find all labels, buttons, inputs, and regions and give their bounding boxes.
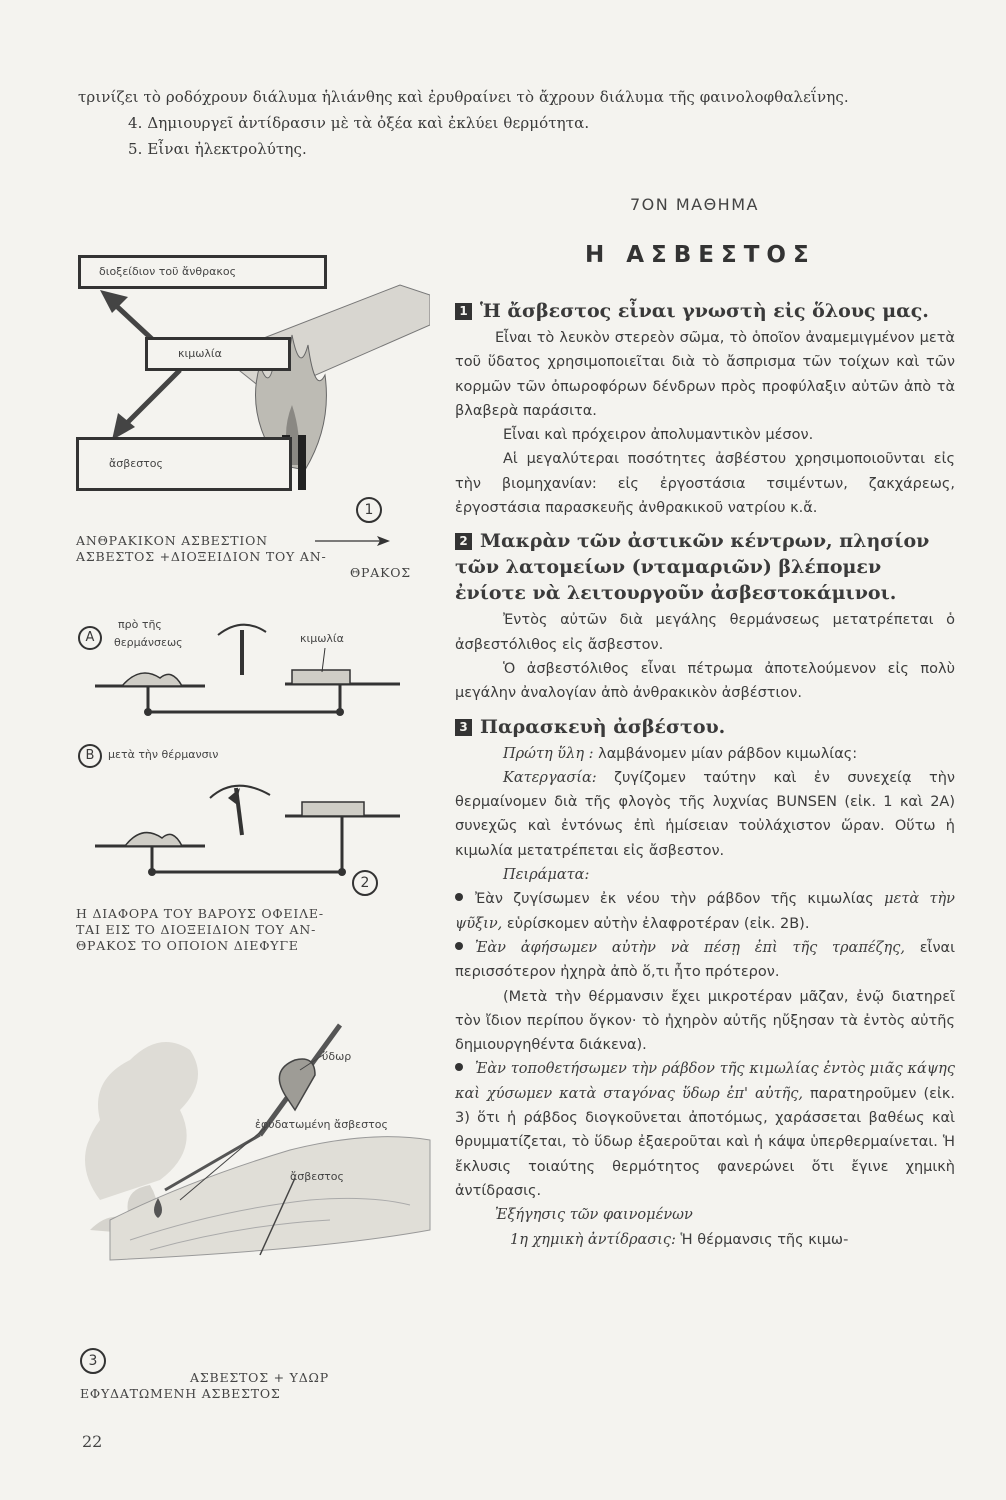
reaction-arrow-icon <box>315 535 390 547</box>
figure-1-caption-line-1: ΑΝΘΡΑΚΙΚΟΝ ΑΣΒΕΣΤΙΟΝ <box>76 533 268 548</box>
figure-2 <box>70 610 430 960</box>
section-3-number: 3 <box>455 719 472 736</box>
chalk-block-a <box>292 670 350 684</box>
chalk-label: κιμωλία <box>300 632 344 645</box>
raw-material-line: Πρώτη ὕλη : λαμβάνομεν μίαν ράβδον κιμωλίας: <box>503 745 858 762</box>
balance-b-arc <box>210 786 270 798</box>
chalk-label-pointer <box>322 648 325 672</box>
figure-3-drawing <box>70 1000 440 1270</box>
processing-paragraph: Κατεργασία: ζυγίζομεν ταύτην καὶ ἐν συνεχείᾳ τὴν θερμαίνομεν διὰ τῆς φλογὸς τῆς λυχνίας BUNSEN (εἰκ. 1 καὶ 2Α) συνεχῶς καὶ ἐντόνως ἐπὶ ἡμίσειαν τοὐλάχιστον ὥραν. Οὕτω ἡ κιμωλία μετατρέπεται εἰς ἄσβεστον. <box>455 769 956 859</box>
bullet-item-2: Ἐὰν ἀφήσωμεν αὐτὴν νὰ πέσῃ ἐπὶ τῆς τραπέζης, εἶναι περισσότερον ἠχηρὰ ἀπὸ ὅ,τι ἦτο πρότερον. <box>455 939 956 981</box>
label-b-circle: B <box>78 744 102 768</box>
bullet-item-3: Ἐὰν τοποθετήσωμεν τὴν ράβδον τῆς κιμωλίας ἐντὸς μιᾶς κάψης καὶ χύσωμεν κατὰ σταγόνας ὕδωρ ἐπ' αὐτῆς, παρατηροῦμεν (εἰκ. 3) ὅτι ἡ ράβδος διογκοῦνεται ἀποτόμως, χαράσσεται βαθέως καὶ θρυμματίζεται, τὸ ὕδωρ ἐξαεροῦται καὶ ἡ κάψα ὑπερθερμαίνεται. Ἡ ἔκλυσις τοιαύτης θερμότητος φανερώνει ὅτι ἔγινε χημικὴ ἀντίδρασις. <box>455 1061 956 1199</box>
experiments-label: Πειράματα: <box>503 867 590 884</box>
section-2-paragraph-2: Ὁ ἀσβεστόλιθος εἶναι πέτρωμα ἀποτελούμενον εἰς πολὺ μεγάλην ἀναλογίαν ἀπὸ ἀνθρακικὸν ἀσβέστιον. <box>455 660 955 702</box>
co2-label-box: διοξείδιον τοῦ ἄνθρακος <box>78 255 327 289</box>
figure-1 <box>70 245 430 585</box>
explanation-label: Ἐξήγησις τῶν φαινομένων <box>495 1207 693 1224</box>
right-column <box>455 298 955 1252</box>
burner-tube-right <box>298 435 306 490</box>
slaked-lime-label: ἐφυδατωμένη ἄσβεστος <box>255 1118 388 1131</box>
bullet-item-1: Ἐὰν ζυγίσωμεν ἐκ νέου τὴν ράβδον τῆς κιμωλίας μετὰ τὴν ψῦξιν, εὑρίσκομεν αὐτὴν ἐλαφροτέραν (εἰκ. 2Β). <box>455 891 955 932</box>
lesson-label: 7ΟΝ ΜΑΘΗΜΑ <box>630 195 759 214</box>
figure-1-caption-line-2: ΑΣΒΕΣΤΟΣ +ΔΙΟΞΕΙΔΙΟΝ ΤΟΥ ΑΝ- <box>76 549 327 564</box>
chalk-pile-left <box>122 673 182 686</box>
arrow-to-lime <box>120 370 180 430</box>
figure-2-number: 2 <box>352 870 378 896</box>
page-number: 22 <box>82 1432 103 1451</box>
after-heating-label: μετὰ τὴν θέρμανσιν <box>108 748 219 761</box>
label-a-circle: A <box>78 626 102 650</box>
section-1-paragraph-3: Αἱ μεγαλύτεραι ποσότητες ἀσβέστου χρησιμοποιοῦνται εἰς τὴν βιομηχανίαν: εἰς ἐργοστάσια τσιμέντων, ζακχάρεως, ἐργοστάσια παρασκευῆς ἀνθρακικοῦ νατρίου κ.ἄ. <box>455 451 955 517</box>
page-title: Η ΑΣΒΕΣΤΟΣ <box>585 242 816 268</box>
lime-label-box: ἄσβεστος <box>76 437 292 491</box>
bullet-icon <box>455 893 463 901</box>
lime-block-b <box>302 802 364 816</box>
parenthetical-note: (Μετὰ τὴν θέρμανσιν ἔχει μικροτέραν μᾶζαν, ἐνῷ διατηρεῖ τὸν ἴδιον περίπου ὄγκον· τὸ ἠχηρὸν αὐτῆς ηὔξησαν τὰ ἐντὸς αὐτῆς δημιουργηθέντα διάκενα). <box>455 988 955 1054</box>
before-heating-label-1: πρὸ τῆς <box>118 618 162 631</box>
section-2-paragraph-1: Ἐντὸς αὐτῶν διὰ μεγάλης θερμάνσεως μετατρέπεται ὁ ἀσβεστόλιθος εἰς ἄσβεστον. <box>455 612 955 653</box>
section-2-number: 2 <box>455 533 472 550</box>
section-2-heading: 2 Μακρὰν τῶν ἀστικῶν κέντρων, πλησίον τῶν λατομείων (νταμαριῶν) βλέπομεν ἐνίοτε νὰ λειτουργοῦν ἀσβεστοκάμινοι. <box>455 530 930 605</box>
figure-3-caption-line-2: ΕΦΥΔΑΤΩΜΕΝΗ ΑΣΒΕΣΤΟΣ <box>80 1386 281 1401</box>
section-3-heading: 3 Παρασκευὴ ἀσβέστου. <box>455 714 955 740</box>
steam-cloud <box>85 1042 198 1200</box>
intro-line-1: τρινίζει τὸ ροδόχρουν διάλυμα ἡλιάνθης καὶ ἐρυθραίνει τὸ ἄχρουν διάλυμα τῆς φαινολοφθαλεΐνης. <box>78 88 849 106</box>
figure-1-caption-line-3: ΘΡΑΚΟΣ <box>350 565 411 580</box>
intro-line-2: 4. Δημιουργεῖ ἀντίδρασιν μὲ τὰ ὀξέα καὶ ἐκλύει θερμότητα. <box>128 114 590 132</box>
figure-3 <box>70 1000 440 1310</box>
before-heating-label-2: θερμάνσεως <box>114 636 183 649</box>
figure-2-caption-line-3: ΘΡΑΚΟΣ ΤΟ ΟΠΟΙΟΝ ΔΙΕΦΥΓΕ <box>76 938 299 953</box>
reaction-line: 1η χημικὴ ἀντίδρασις: Ἡ θέρμανσις τῆς κιμω- <box>510 1231 849 1248</box>
figure-2-caption-line-1: Η ΔΙΑΦΟΡΑ ΤΟΥ ΒΑΡΟΥΣ ΟΦΕΙΛΕ- <box>76 906 324 921</box>
figure-2-caption-line-2: ΤΑΙ ΕΙΣ ΤΟ ΔΙΟΞΕΙΔΙΟΝ ΤΟΥ ΑΝ- <box>76 922 317 937</box>
bullet-icon <box>455 942 463 950</box>
chalk-label-box: κιμωλία <box>145 337 291 371</box>
chalk-pile-b <box>125 833 182 846</box>
water-label: ὕδωρ <box>322 1050 352 1063</box>
section-1-number: 1 <box>455 303 472 320</box>
lime-label: ἄσβεστος <box>290 1170 344 1183</box>
figure-3-caption-line-1: ΑΣΒΕΣΤΟΣ + ΥΔΩΡ <box>190 1370 329 1385</box>
bullet-icon <box>455 1063 463 1071</box>
section-1-paragraph-2: Εἶναι καὶ πρόχειρον ἀπολυμαντικὸν μέσον. <box>503 427 814 444</box>
section-1-paragraph-1: Εἶναι τὸ λευκὸν στερεὸν σῶμα, τὸ ὁποῖον ἀναμεμιγμένον μετὰ τοῦ ὕδατος χρησιμοποιεῖται διὰ τὸ ἄσπρισμα τῶν τοίχων καὶ τῶν κορμῶν τῶν ὀπωροφόρων δένδρων πρὸς προφύλαξιν αὐτῶν ἀπὸ τὰ βλαβερὰ παράσιτα. <box>455 330 955 419</box>
section-1-heading: 1 Ἡ ἄσβεστος εἶναι γνωστὴ εἰς ὅλους μας. <box>455 298 955 324</box>
figure-1-number: 1 <box>356 497 382 523</box>
intro-line-3: 5. Εἶναι ἠλεκτρολύτης. <box>128 140 307 158</box>
figure-3-number: 3 <box>80 1348 106 1374</box>
